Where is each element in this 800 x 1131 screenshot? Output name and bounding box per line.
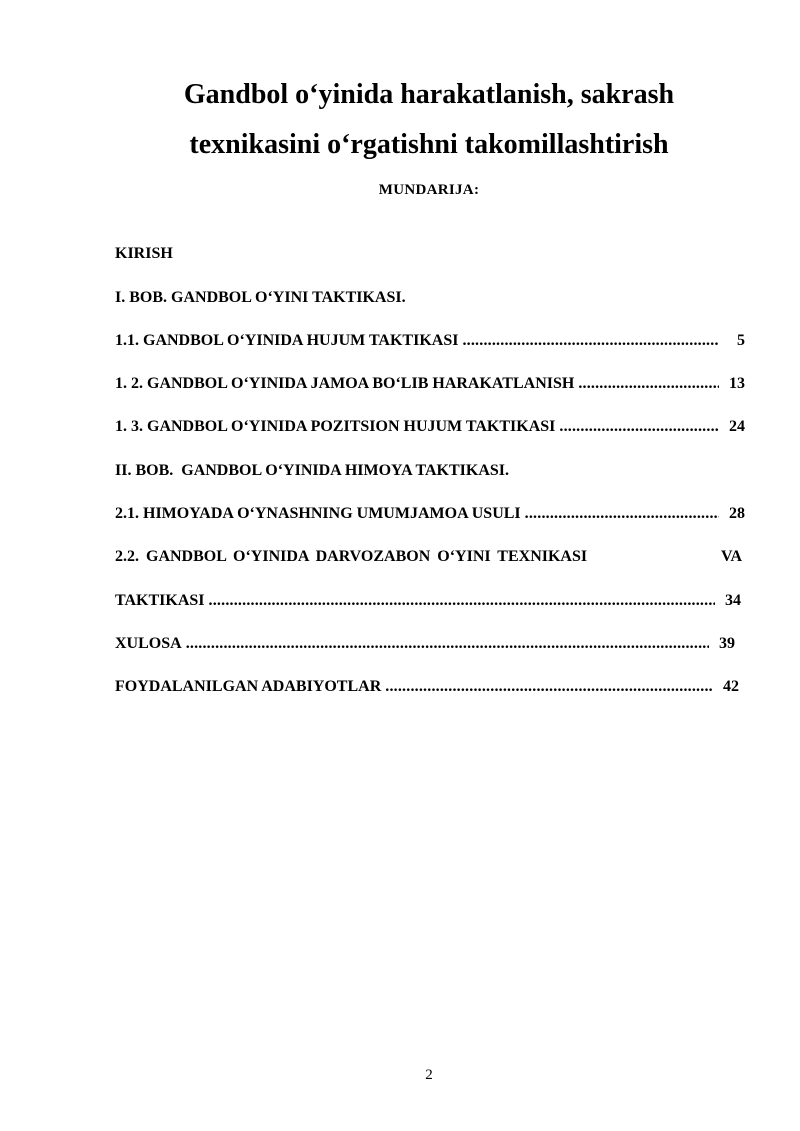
- toc-dot-leader: [209, 591, 715, 611]
- toc-page-number: 24: [729, 418, 745, 435]
- toc-page-number: 42: [723, 678, 739, 695]
- toc-entry-label-end: VA: [720, 548, 742, 565]
- toc-dot-leader: [559, 417, 719, 437]
- toc-chapter-1: I. BOB. GANDBOL O‘YINI TAKTIKASI.: [115, 289, 406, 306]
- toc-entry-label: 1. 2. GANDBOL O‘YINIDA JAMOA BO‘LIB HARAKATLANISH: [115, 375, 575, 392]
- toc-dot-leader: [462, 331, 719, 351]
- toc-page-number: 13: [729, 375, 745, 392]
- toc-page-number: 28: [729, 505, 745, 522]
- toc-entry-xulosa: [115, 634, 735, 654]
- toc-dot-leader: [186, 634, 709, 654]
- toc-entry-adabiyotlar: [115, 677, 739, 697]
- toc-entry-label: XULOSA: [115, 635, 182, 652]
- toc-entry-label: 2.1. HIMOYADA O‘YNASHNING UMUMJAMOA USULI: [115, 505, 521, 522]
- toc-page-number: 34: [725, 592, 741, 609]
- toc-entry-1-3: [115, 417, 745, 437]
- toc-dot-leader: [525, 504, 719, 524]
- toc-entry-2-2-continued: [115, 591, 741, 611]
- toc-entry-1-2: [115, 374, 745, 394]
- toc-dot-leader: [578, 374, 719, 394]
- page-number: 2: [425, 1067, 433, 1083]
- toc-page-number: 39: [719, 635, 735, 652]
- document-title-line-1: Gandbol o‘yinida harakatlanish, sakrash: [183, 79, 675, 110]
- toc-entry-2-2: [115, 547, 742, 567]
- toc-page-number: 5: [737, 332, 745, 349]
- toc-entry-1-1: [115, 331, 745, 351]
- toc-entry-label: TAKTIKASI: [115, 592, 205, 609]
- toc-chapter-2: II. BOB. GANDBOL O‘YINIDA HIMOYA TAKTIKASI.: [115, 462, 510, 479]
- toc-heading: MUNDARIJA:: [378, 182, 480, 198]
- document-title-line-2: texnikasini o‘rgatishni takomillashtirish: [189, 129, 669, 160]
- toc-entry-label: 1. 3. GANDBOL O‘YINIDA POZITSION HUJUM TAKTIKASI: [115, 418, 556, 435]
- toc-entry-label: 1.1. GANDBOL O‘YINIDA HUJUM TAKTIKASI: [115, 332, 459, 349]
- toc-entry-label: 2.2. GANDBOL O‘YINIDA DARVOZABON O‘YINI TEXNIKASI: [115, 548, 588, 565]
- toc-entry-label: FOYDALANILGAN ADABIYOTLAR: [115, 678, 382, 695]
- toc-entry-2-1: [115, 504, 745, 524]
- toc-dot-leader: [385, 677, 713, 697]
- toc-kirish: KIRISH: [115, 245, 173, 262]
